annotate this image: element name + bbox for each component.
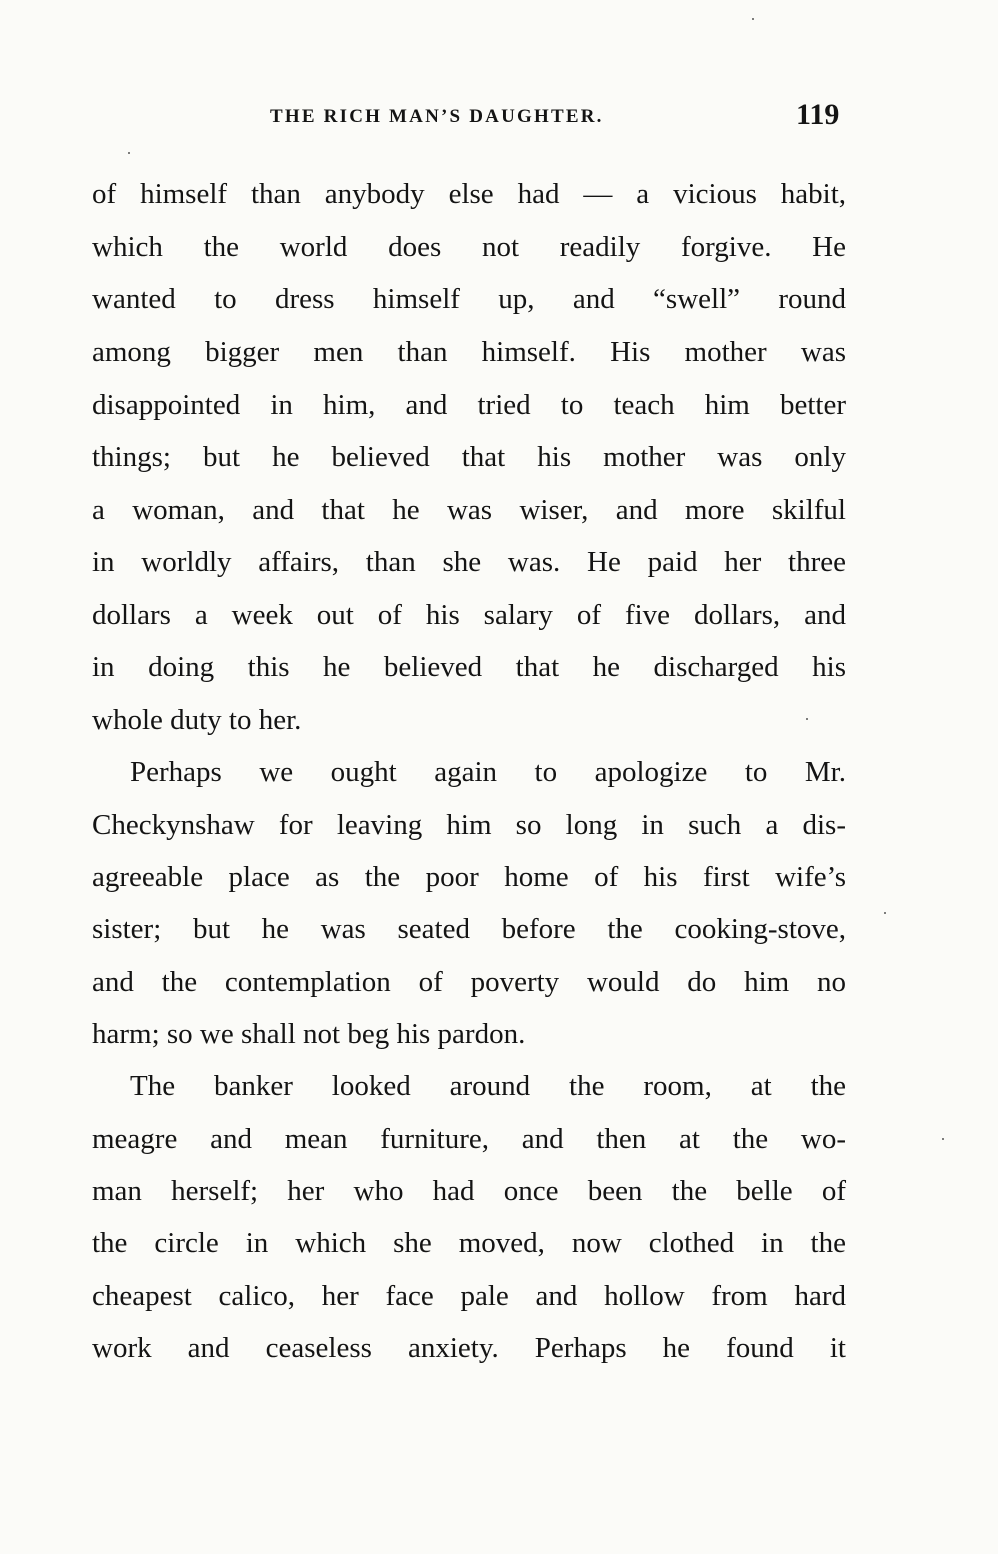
text-line: meagre and mean furniture, and then at the wo- [92, 1123, 846, 1155]
text-line: Checkynshaw for leaving him so long in such a dis- [92, 809, 846, 841]
text-line: the circle in which she moved, now clothed in the [92, 1227, 846, 1259]
text-line: and the contemplation of poverty would do him no [92, 966, 846, 998]
text-line: dollars a week out of his salary of five dollars, and [92, 599, 846, 631]
scan-speck [806, 718, 808, 720]
running-head-title: THE RICH MAN’S DAUGHTER. [270, 106, 604, 127]
text-line: whole duty to her. [92, 704, 302, 736]
text-line: wanted to dress himself up, and “swell” round [92, 283, 846, 315]
text-line: harm; so we shall not beg his pardon. [92, 1018, 526, 1050]
text-line: among bigger men than himself. His mother was [92, 336, 846, 368]
text-line: agreeable place as the poor home of his first wife’s [92, 861, 846, 893]
page-number: 119 [796, 98, 840, 131]
scan-speck [884, 912, 886, 914]
text-line: of himself than anybody else had — a vicious habit, [92, 178, 846, 210]
text-line: things; but he believed that his mother was only [92, 441, 846, 473]
text-line: a woman, and that he was wiser, and more skilful [92, 494, 846, 526]
paragraph-first-line: Perhaps we ought again to apologize to Mr. [130, 756, 846, 788]
text-line: man herself; her who had once been the belle of [92, 1175, 846, 1207]
scan-speck [752, 18, 754, 20]
text-line: cheapest calico, her face pale and hollow from hard [92, 1280, 846, 1312]
paragraph-first-line: The banker looked around the room, at the [130, 1070, 846, 1102]
scan-speck [942, 1138, 944, 1140]
text-line: which the world does not readily forgive. He [92, 231, 846, 263]
text-line: in worldly affairs, than she was. He paid her three [92, 546, 846, 578]
text-line: in doing this he believed that he discharged his [92, 651, 846, 683]
text-line: work and ceaseless anxiety. Perhaps he found it [92, 1332, 846, 1364]
scan-speck [128, 152, 130, 154]
text-line: sister; but he was seated before the cooking-stove, [92, 913, 846, 945]
text-line: disappointed in him, and tried to teach him better [92, 389, 846, 421]
